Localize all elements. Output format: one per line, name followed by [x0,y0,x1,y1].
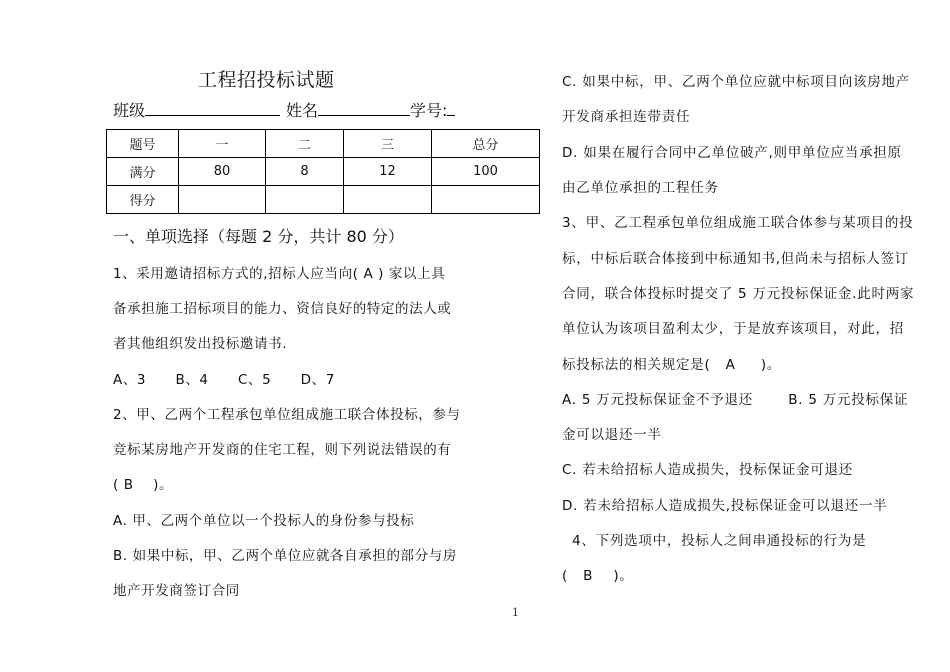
name-label: 姓名 [286,101,319,120]
right-line: 标投标法的相关规定是( A )。 [562,357,782,373]
right-line: C. 若未给招标人造成损失，投标保证金可退还 [562,462,854,478]
score-header-row [107,130,540,158]
table-cell [344,186,432,214]
left-line: A. 甲、乙两个单位以一个投标人的身份参与投标 [113,513,415,529]
left-line: 1、采用邀请招标方式的,招标人应当向( A ) 家以上具 [113,266,446,282]
left-line: 2、甲、乙两个工程承包单位组成施工联合体投标，参与 [113,407,461,423]
class-blank [145,101,280,116]
student-id-label: 学号: [410,101,448,120]
exam-title: 工程招投标试题 [198,69,335,91]
right-line: ( B )。 [562,568,634,584]
right-line: 4、下列选项中，投标人之间串通投标的行为是 [562,533,867,549]
left-line: ( B )。 [113,477,174,493]
page-number: 1 [512,606,519,619]
table-cell: 题号 [107,130,179,158]
table-cell: 12 [344,158,432,186]
table-cell: 100 [432,158,540,186]
table-cell: 二 [266,130,344,158]
right-line: A. 5 万元投标保证金不予退还 B. 5 万元投标保证 [562,392,909,408]
right-line: 标，中标后联合体接到中标通知书,但尚未与招标人签订 [562,251,910,267]
right-line: 单位认为该项目盈利太少，于是放弃该项目，对此，招 [562,321,904,337]
name-blank [318,101,410,116]
left-line: 者其他组织发出投标邀请书. [113,336,288,352]
table-cell [266,186,344,214]
left-line: 备承担施工招标项目的能力、资信良好的特定的法人或 [113,301,452,317]
table-cell: 得分 [107,186,179,214]
student-id-blank [447,101,455,116]
table-cell: 一 [179,130,266,158]
table-cell [179,186,266,214]
right-line: D. 如果在履行合同中乙单位破产,则甲单位应当承担原 [562,145,902,161]
left-line: B. 如果中标，甲、乙两个单位应就各自承担的部分与房 [113,548,457,564]
left-line: 地产开发商签订合同 [113,583,240,599]
table-cell: 总分 [432,130,540,158]
right-line: 金可以退还一半 [562,427,662,443]
right-line: C. 如果中标，甲、乙两个单位应就中标项目向该房地产 [562,74,911,90]
table-cell: 三 [344,130,432,158]
full-marks-row [107,158,540,186]
section-heading: 一、单项选择（每题 2 分，共计 80 分） [113,227,404,246]
right-line: 合同，联合体投标时提交了 5 万元投标保证金.此时两家 [562,286,915,302]
score-table [106,129,540,214]
table-cell: 80 [179,158,266,186]
table-cell [432,186,540,214]
class-label: 班级 [113,101,146,120]
student-info-line [113,98,455,121]
left-line: 竞标某房地产开发商的住宅工程，则下列说法错误的有 [113,442,452,458]
table-cell: 8 [266,158,344,186]
right-line: 由乙单位承担的工程任务 [562,180,719,196]
right-line: 3、甲、乙工程承包单位组成施工联合体参与某项目的投 [562,215,914,231]
left-line: A、3 B、4 C、5 D、7 [113,372,335,388]
obtained-score-row [107,186,540,214]
table-cell: 满分 [107,158,179,186]
right-line: 开发商承担连带责任 [562,109,691,125]
right-line: D. 若未给招标人造成损失,投标保证金可以退还一半 [562,498,888,514]
